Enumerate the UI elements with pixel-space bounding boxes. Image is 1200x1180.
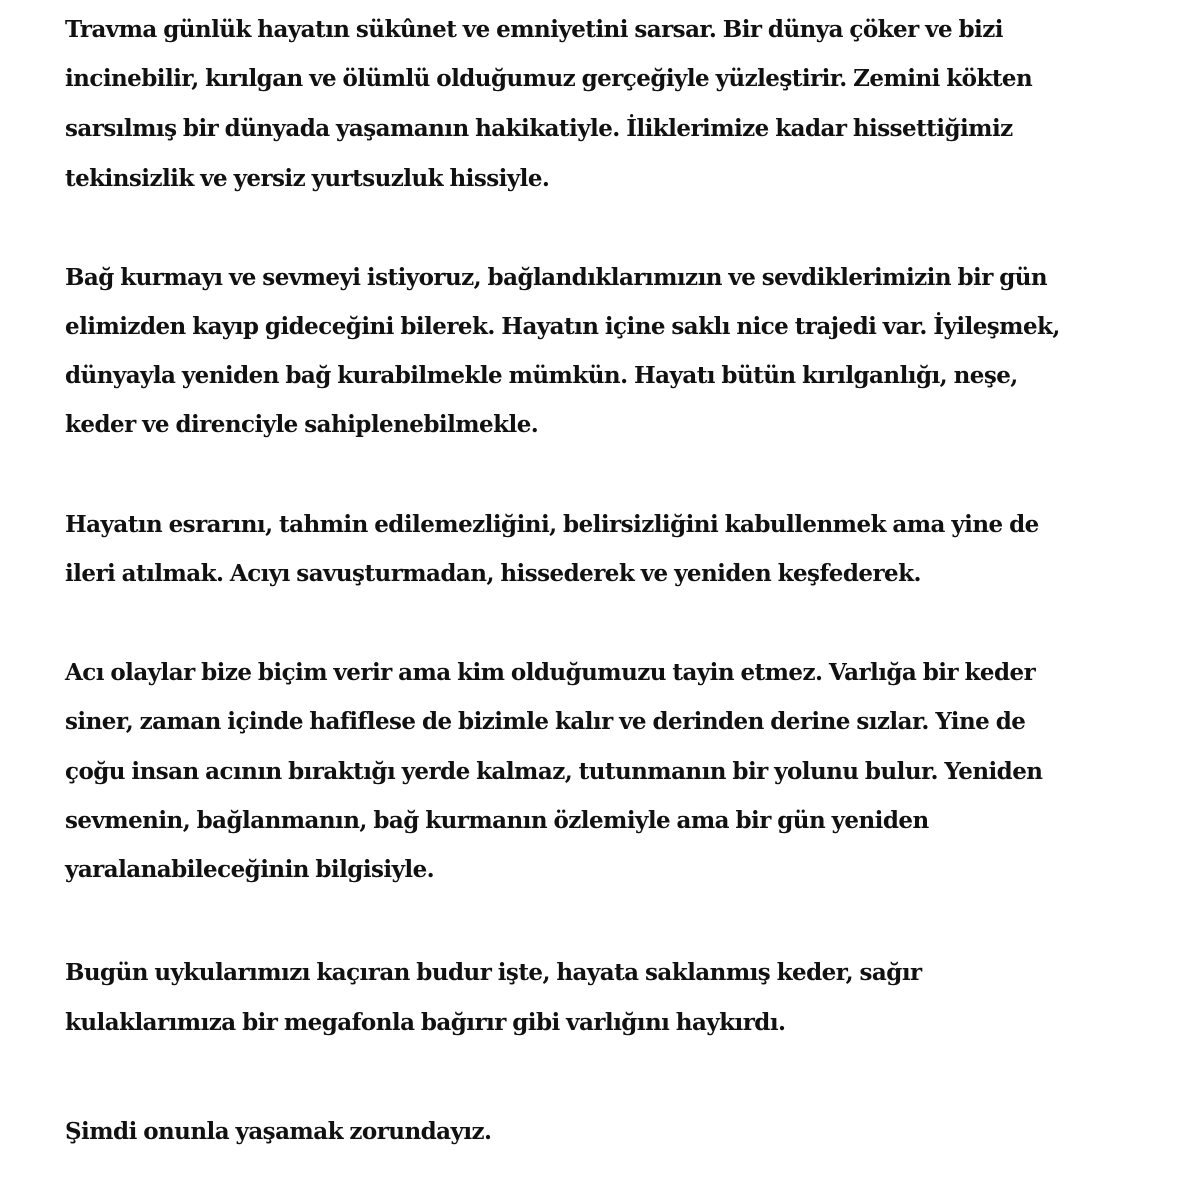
text-line: Şimdi onunla yaşamak zorundayız. bbox=[65, 1118, 492, 1145]
text-line: ileri atılmak. Acıyı savuşturmadan, hissederek ve yeniden keşfederek. bbox=[65, 560, 921, 587]
text-line: siner, zaman içinde hafiflese de bizimle kalır ve derinden derine sızlar. Yine de bbox=[65, 708, 1026, 735]
text-line: sarsılmış bir dünyada yaşamanın hakikatiyle. İliklerimize kadar hissettiğimiz bbox=[65, 115, 1013, 142]
text-line: keder ve direnciyle sahiplenebilmekle. bbox=[65, 411, 539, 438]
text-line: Bağ kurmayı ve sevmeyi istiyoruz, bağlandıklarımızın ve sevdiklerimizin bir gün bbox=[65, 264, 1048, 291]
text-line: sevmenin, bağlanmanın, bağ kurmanın özlemiyle ama bir gün yeniden bbox=[65, 807, 929, 834]
text-line: tekinsizlik ve yersiz yurtsuzluk hissiyle. bbox=[65, 165, 550, 192]
text-line: Hayatın esrarını, tahmin edilemezliğini, belirsizliğini kabullenmek ama yine de bbox=[65, 511, 1039, 538]
text-line: Bugün uykularımızı kaçıran budur işte, hayata saklanmış keder, sağır bbox=[65, 959, 922, 986]
text-line: elimizden kayıp gideceğini bilerek. Hayatın içine saklı nice trajedi var. İyileşmek, bbox=[65, 313, 1060, 340]
text-line: incinebilir, kırılgan ve ölümlü olduğumuz gerçeğiyle yüzleştirir. Zemini kökten bbox=[65, 65, 1033, 92]
text-line: Acı olaylar bize biçim verir ama kim olduğumuzu tayin etmez. Varlığa bir keder bbox=[65, 659, 1036, 686]
text-line: kulaklarımıza bir megafonla bağırır gibi varlığını haykırdı. bbox=[65, 1009, 786, 1036]
text-line: çoğu insan acının bıraktığı yerde kalmaz, tutunmanın bir yolunu bulur. Yeniden bbox=[65, 758, 1043, 785]
text-line: dünyayla yeniden bağ kurabilmekle mümkün. Hayatı bütün kırılganlığı, neşe, bbox=[65, 362, 1018, 389]
text-line: Travma günlük hayatın sükûnet ve emniyetini sarsar. Bir dünya çöker ve bizi bbox=[65, 16, 1003, 43]
text-line: yaralanabileceğinin bilgisiyle. bbox=[65, 856, 435, 883]
